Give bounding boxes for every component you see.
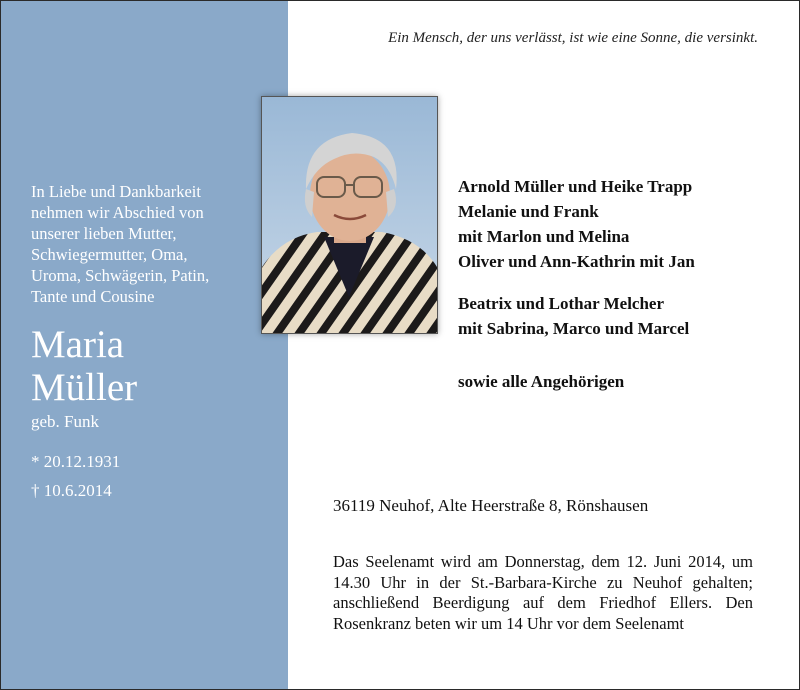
intro-line: nehmen wir Abschied von [31, 203, 204, 222]
family-line: Arnold Müller und Heike Trapp [458, 177, 693, 196]
family-line: Beatrix und Lothar Melcher [458, 294, 665, 313]
service-info: Das Seelenamt wird am Donnerstag, dem 12. Juni 2014, um 14.30 Uhr in der St.-Barbara-Kirche zu Neuhof gehalten; anschließend Beerdigung auf dem Friedhof Ellers. Den Rosenkranz beten wir um 14 Uhr vor dem Seelenamt [333, 552, 753, 633]
family-group-2 [458, 291, 689, 341]
family-group-1 [458, 174, 695, 274]
intro-line: Tante und Cousine [31, 287, 155, 306]
death-date: † 10.6.2014 [31, 481, 112, 500]
portrait-illustration [262, 97, 437, 333]
motto-quote: Ein Mensch, der uns verlässt, ist wie eine Sonne, die versinkt. [388, 30, 758, 46]
birth-name: geb. Funk [31, 412, 99, 431]
intro-line: In Liebe und Dankbarkeit [31, 182, 201, 201]
birth-date: * 20.12.1931 [31, 452, 121, 471]
sidebar-panel [1, 1, 288, 689]
family-line: mit Sabrina, Marco und Marcel [458, 319, 690, 338]
intro-line: Uroma, Schwägerin, Patin, [31, 266, 210, 285]
last-name: Müller [31, 366, 138, 409]
relatives-line: sowie alle Angehörigen [458, 372, 625, 391]
family-line: Oliver und Ann-Kathrin mit Jan [458, 252, 695, 271]
address: 36119 Neuhof, Alte Heerstraße 8, Rönshausen [333, 496, 649, 515]
first-name: Maria [31, 323, 125, 366]
intro-line: Schwiegermutter, Oma, [31, 245, 188, 264]
deceased-name [31, 323, 137, 409]
intro-line: unserer lieben Mutter, [31, 224, 177, 243]
intro-text [31, 181, 276, 307]
family-line: mit Marlon und Melina [458, 227, 630, 246]
family-line: Melanie und Frank [458, 202, 599, 221]
portrait-photo [261, 96, 438, 334]
